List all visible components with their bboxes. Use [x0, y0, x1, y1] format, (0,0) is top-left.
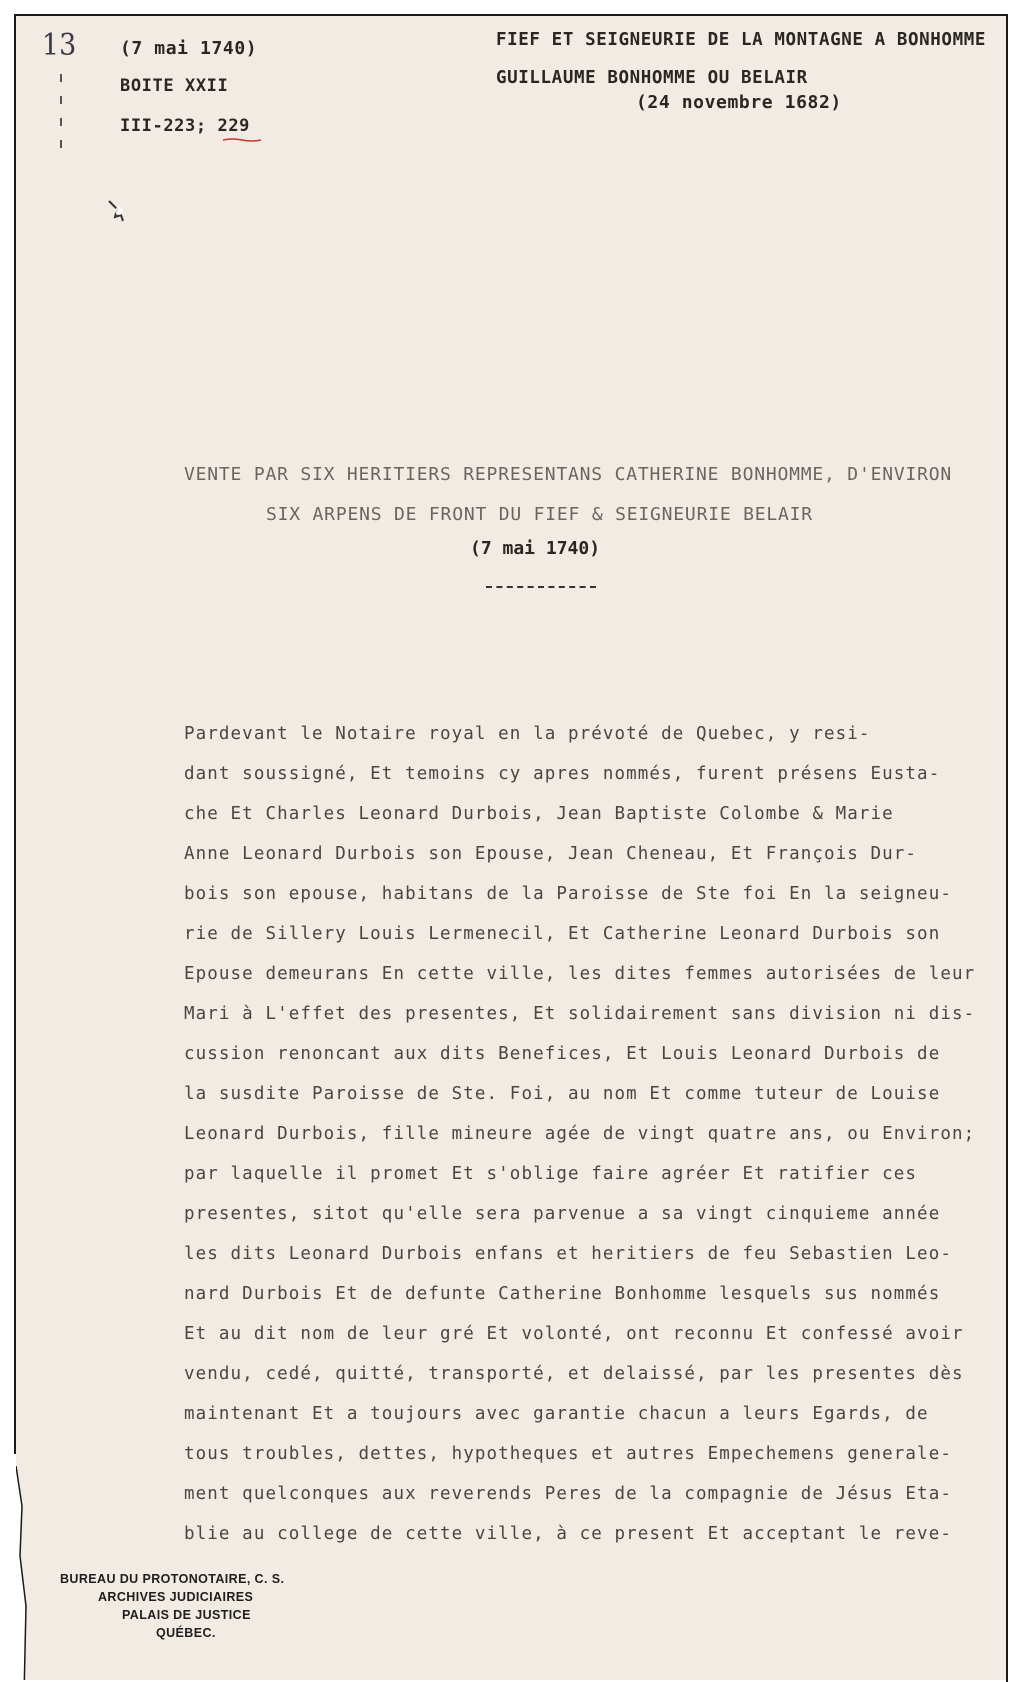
header-original-date: (24 novembre 1682): [636, 92, 842, 113]
title-divider: [486, 586, 596, 588]
frame-right: [1006, 14, 1008, 1682]
body-line: cussion renoncant aux dits Benefices, Et Louis Leonard Durbois de: [184, 1044, 941, 1064]
body-line: nard Durbois Et de defunte Catherine Bonhomme lesquels sus nommés: [184, 1284, 941, 1304]
ink-blot-mark: [101, 191, 141, 231]
stamp-line-2: ARCHIVES JUDICIAIRES: [98, 1590, 254, 1604]
body-line: rie de Sillery Louis Lermenecil, Et Catherine Leonard Durbois son: [184, 924, 941, 944]
body-line: maintenant Et a toujours avec garantie chacun a leurs Egards, de: [184, 1404, 929, 1424]
body-line: presentes, sitot qu'elle sera parvenue a sa vingt cinquieme année: [184, 1204, 941, 1224]
document-title-date: (7 mai 1740): [470, 538, 601, 559]
body-line: blie au college de cette ville, à ce present Et acceptant le reve-: [184, 1524, 952, 1544]
document-page: [16, 16, 1006, 1680]
body-line: les dits Leonard Durbois enfans et heritiers de feu Sebastien Leo-: [184, 1244, 952, 1264]
torn-edge: [16, 1466, 46, 1680]
body-line: bois son epouse, habitans de la Paroisse de Ste foi En la seigneu-: [184, 884, 952, 904]
body-line: par laquelle il promet Et s'oblige faire agréer Et ratifier ces: [184, 1164, 918, 1184]
body-line: Epouse demeurans En cette ville, les dites femmes autorisées de leur: [184, 964, 976, 984]
header-fief-title: FIEF ET SEIGNEURIE DE LA MONTAGNE A BONHOMME: [496, 30, 986, 50]
body-line: dant soussigné, Et temoins cy apres nommés, furent présens Eusta-: [184, 764, 941, 784]
margin-number: 13: [41, 28, 77, 63]
body-line: Anne Leonard Durbois son Epouse, Jean Cheneau, Et François Dur-: [184, 844, 918, 864]
header-reference: III-223; 229: [120, 116, 251, 136]
body-line: Leonard Durbois, fille mineure agée de vingt quatre ans, ou Environ;: [184, 1124, 976, 1144]
header-owner-name: GUILLAUME BONHOMME OU BELAIR: [496, 68, 808, 88]
body-line: Et au dit nom de leur gré Et volonté, ont reconnu Et confessé avoir: [184, 1324, 964, 1344]
body-line: Pardevant le Notaire royal en la prévoté de Quebec, y resi-: [184, 724, 871, 744]
frame-left: [14, 14, 16, 1454]
document-title-line-1: VENTE PAR SIX HERITIERS REPRESENTANS CATHERINE BONHOMME, D'ENVIRON: [184, 464, 953, 485]
stamp-line-4: QUÉBEC.: [156, 1626, 216, 1640]
stamp-line-1: BUREAU DU PROTONOTAIRE, C. S.: [60, 1572, 285, 1586]
document-title-line-2: SIX ARPENS DE FRONT DU FIEF & SEIGNEURIE BELAIR: [266, 504, 813, 525]
frame-top: [14, 14, 1008, 16]
header-box: BOITE XXII: [120, 76, 229, 96]
punch-marks: [56, 74, 66, 164]
body-line: che Et Charles Leonard Durbois, Jean Baptiste Colombe & Marie: [184, 804, 894, 824]
body-line: vendu, cedé, quitté, transporté, et delaissé, par les presentes dès: [184, 1364, 964, 1384]
body-line: ment quelconques aux reverends Peres de la compagnie de Jésus Eta-: [184, 1484, 952, 1504]
body-line: tous troubles, dettes, hypotheques et autres Empechemens generale-: [184, 1444, 952, 1464]
header-reference-row: [120, 116, 250, 136]
body-line: la susdite Paroisse de Ste. Foi, au nom Et comme tuteur de Louise: [184, 1084, 941, 1104]
stamp-line-3: PALAIS DE JUSTICE: [122, 1608, 251, 1622]
header-date: (7 mai 1740): [120, 38, 258, 59]
red-underline: [222, 137, 262, 143]
body-line: Mari à L'effet des presentes, Et solidairement sans division ni dis-: [184, 1004, 976, 1024]
